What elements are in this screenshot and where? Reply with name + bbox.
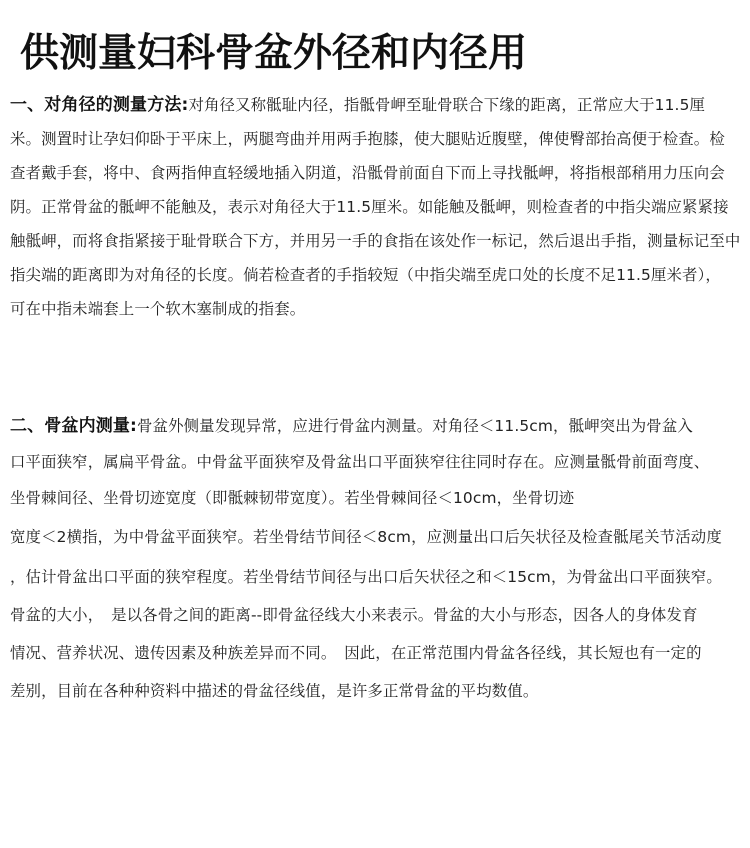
section-line: 差别，目前在各种种资料中描述的骨盆径线值，是许多正常骨盆的平均数值。 bbox=[10, 682, 539, 700]
section-text: 骨盆外侧量发现异常，应进行骨盆内测量。对角径＜11.5cm，骶岬突出为骨盆入 bbox=[137, 417, 693, 435]
section-line: 坐骨棘间径、坐骨切迹宽度（即骶棘韧带宽度）。若坐骨棘间径＜10cm，坐骨切迹 bbox=[10, 489, 575, 507]
section-line: 口平面狭窄，属扁平骨盆。中骨盆平面狭窄及骨盆出口平面狭窄往往同时存在。应测量骶骨前面弯度、 bbox=[10, 453, 710, 471]
section-line: 情况、营养状况、遗传因素及种族差异而不同。 因此，在正常范围内骨盆各径线，其长短也有一定的 bbox=[10, 644, 702, 662]
section-diagonal-conjugate bbox=[10, 88, 742, 326]
section-line: 宽度＜2横指，为中骨盆平面狭窄。若坐骨结节间径＜8cm，应测量出口后矢状径及检查骶尾关节活动度 bbox=[10, 528, 722, 546]
section-line: 指尖端的距离即为对角径的长度。倘若检查者的手指较短（中指尖端至虎口处的长度不足11.5厘米者）， bbox=[10, 266, 721, 284]
section-line bbox=[10, 88, 742, 122]
section-line: 阴。正常骨盆的骶岬不能触及，表示对角径大于11.5厘米。如能触及骶岬，则检查者的中指尖端应紧紧接 bbox=[10, 198, 729, 216]
section-heading: 二、骨盆内测量: bbox=[10, 416, 137, 436]
section-line: 触骶岬，而将食指紧接于耻骨联合下方，并用另一手的食指在该处作一标记，然后退出手指，测量标记至中 bbox=[10, 232, 741, 250]
section-line: ，估计骨盆出口平面的狭窄程度。若坐骨结节间径与出口后矢状径之和＜15cm，为骨盆出口平面狭窄。 bbox=[10, 568, 722, 586]
section-internal-pelvimetry bbox=[10, 408, 742, 710]
section-text: 对角径又称骶耻内径，指骶骨岬至耻骨联合下缘的距离，正常应大于11.5厘 bbox=[188, 96, 706, 114]
page-title: 供测量妇科骨盆外径和内径用 bbox=[20, 31, 528, 76]
section-line: 骨盆的大小， 是以各骨之间的距离--即骨盆径线大小来表示。骨盆的大小与形态，因各人的身体发育 bbox=[10, 606, 698, 624]
section-line: 查者戴手套，将中、食两指伸直轻缓地插入阴道，沿骶骨前面自下而上寻找骶岬，将指根部稍用力压向会 bbox=[10, 164, 725, 182]
section-line: 米。测置时让孕妇仰卧于平床上，两腿弯曲并用两手抱膝，使大腿贴近腹壁，俾使臀部抬高便于检查。检 bbox=[10, 130, 725, 148]
section-line: 可在中指未端套上一个软木塞制成的指套。 bbox=[10, 300, 306, 318]
section-line bbox=[10, 408, 742, 444]
section-heading: 一、对角径的测量方法: bbox=[10, 95, 189, 115]
